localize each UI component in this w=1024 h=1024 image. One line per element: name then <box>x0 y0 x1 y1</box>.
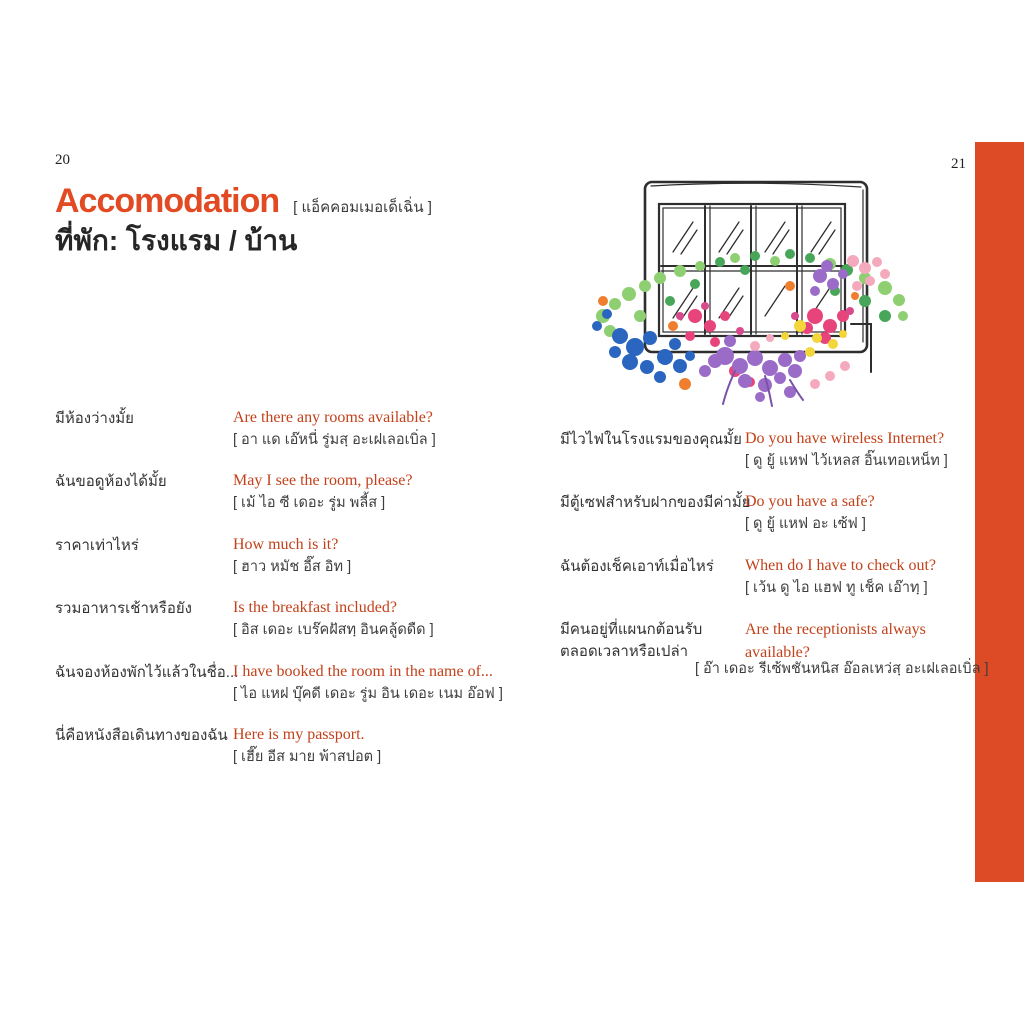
phonetic-text: [ อา แด เอ๊หนี่ รู่มสฺ อะเฝเลอเบิ่ล ] <box>233 432 436 448</box>
phonetic-text: [ ฮาว หมัช อี๊ส อิท ] <box>233 559 352 575</box>
phonetic-text: [ อิส เดอะ เบร๊คฝัสทฺ อินคลู้ดดืด ] <box>233 622 434 638</box>
english-phrase-line2: available? <box>745 644 810 661</box>
page-title-phonetic: [ แอ็คคอมเมอเด็เฉิ่น ] <box>293 199 432 216</box>
english-phrase <box>745 618 926 664</box>
phonetic-text: [ ไอ แหฝ บุ๊คดี เดอะ รู่ม อิน เดอะ เนม อ๊อฟ ] <box>233 686 503 702</box>
page-number-left: 20 <box>55 152 70 168</box>
english-phrase: Do you have a safe? <box>745 493 875 510</box>
thai-phrase: มีตู้เซฟสำหรับฝากของมีค่ามั้ย <box>560 494 751 511</box>
english-phrase-line1: Are the receptionists always <box>745 621 926 638</box>
english-phrase: I have booked the room in the name of... <box>233 663 493 680</box>
thai-phrase <box>560 619 702 663</box>
thai-phrase: ราคาเท่าไหร่ <box>55 537 139 554</box>
thai-phrase-line2: ตลอดเวลาหรือเปล่า <box>560 643 689 660</box>
phonetic-text: [ ดู ยู้ แหฟ อะ เซ้ฟ ] <box>745 516 866 532</box>
page-title: Accomodation <box>55 182 280 220</box>
english-phrase: How much is it? <box>233 536 339 553</box>
phonetic-text: [ อ๊า เดอะ รีเซ้พชันหนิส อ๊อลเหว่สฺ อะเฝเลอเบิ่ล ] <box>695 661 989 677</box>
page-number-right: 21 <box>951 156 966 172</box>
phonetic-text: [ เม้ ไอ ซี เดอะ รู่ม พลี้ส ] <box>233 495 386 511</box>
thai-phrase: ฉันต้องเช็คเอาท์เมื่อไหร่ <box>560 558 714 575</box>
phonetic-text: [ ดู ยู้ แหฟ ไว้เหลส อิ๊นเทอเหน็ท ] <box>745 453 948 469</box>
phonetic-text: [ เว้น ดู ไอ แฮฟ ทู เช็ค เอ๊าทฺ ] <box>745 580 928 596</box>
header <box>55 182 432 221</box>
thai-phrase: มีห้องว่างมั้ย <box>55 410 134 427</box>
thai-phrase: ฉันจองห้องพักไว้แล้วในชื่อ... <box>55 664 239 681</box>
page-subtitle-thai: ที่พัก: โรงแรม / บ้าน <box>55 225 298 256</box>
english-phrase: May I see the room, please? <box>233 472 413 489</box>
english-phrase: Here is my passport. <box>233 726 365 743</box>
thai-phrase: รวมอาหารเช้าหรือยัง <box>55 600 192 617</box>
phonetic-text: [ เฮี๊ย อีส มาย พ้าสปอต ] <box>233 749 382 765</box>
thai-phrase: นี่คือหนังสือเดินทางของฉัน <box>55 727 228 744</box>
english-phrase: Are there any rooms available? <box>233 409 433 426</box>
english-phrase: Is the breakfast included? <box>233 599 397 616</box>
accent-sidebar <box>975 142 1024 882</box>
english-phrase: When do I have to check out? <box>745 557 937 574</box>
thai-phrase: ฉันขอดูห้องได้มั้ย <box>55 473 167 490</box>
thai-phrase: มีไวไฟในโรงแรมของคุณมั้ย <box>560 431 742 448</box>
english-phrase: Do you have wireless Internet? <box>745 430 945 447</box>
window-flowerbox-illustration <box>585 166 925 408</box>
thai-phrase-line1: มีคนอยู่ที่แผนกต้อนรับ <box>560 621 703 638</box>
